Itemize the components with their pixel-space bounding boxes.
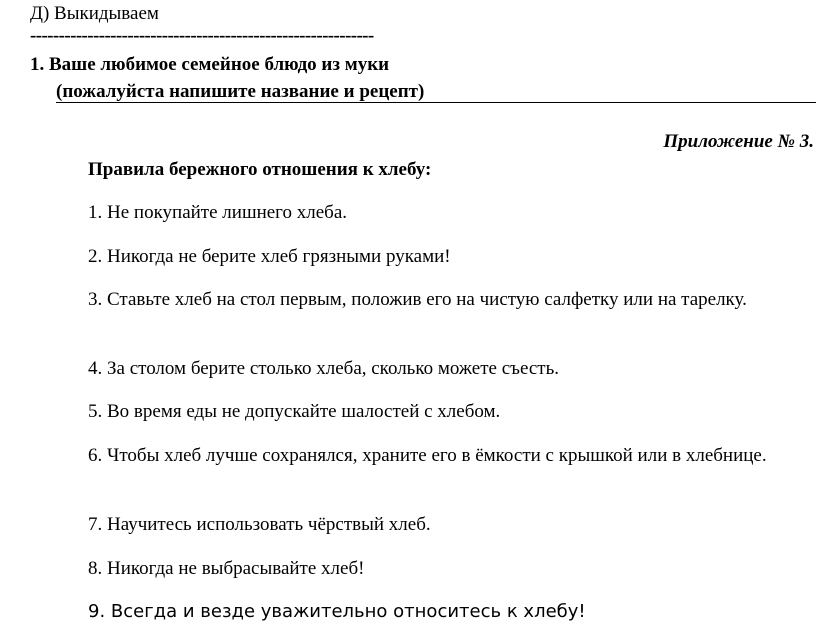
- dashed-separator: ------------------------------------------------------------: [30, 25, 374, 46]
- rule-item: 8. Никогда не выбрасывайте хлеб!: [88, 558, 365, 579]
- rule-item: 7. Научитесь использовать чёрствый хлеб.: [88, 514, 431, 535]
- rule-item: 2. Никогда не берите хлеб грязными руками!: [88, 246, 451, 267]
- rule-item: 5. Во время еды не допускайте шалостей с хлебом.: [88, 401, 501, 422]
- answer-line: [56, 102, 816, 103]
- section-label: Д) Выкидываем: [30, 3, 159, 24]
- rule-item: 1. Не покупайте лишнего хлеба.: [88, 202, 348, 223]
- question-title: 1. Ваше любимое семейное блюдо из муки: [30, 54, 390, 75]
- rule-item: 4. За столом берите столько хлеба, сколько можете съесть.: [88, 358, 560, 379]
- rule-item: 9. Всегда и везде уважительно относитесь к хлебу!: [88, 601, 586, 622]
- appendix-label: Приложение № 3.: [663, 131, 814, 152]
- rule-item: 6. Чтобы хлеб лучше сохранялся, храните его в ёмкости с крышкой или в хлебнице.: [88, 445, 767, 466]
- question-subtitle: (пожалуйста напишите название и рецепт): [56, 81, 425, 102]
- rules-title: Правила бережного отношения к хлебу:: [88, 159, 432, 180]
- rule-item: 3. Ставьте хлеб на стол первым, положив его на чистую салфетку или на тарелку.: [88, 289, 747, 310]
